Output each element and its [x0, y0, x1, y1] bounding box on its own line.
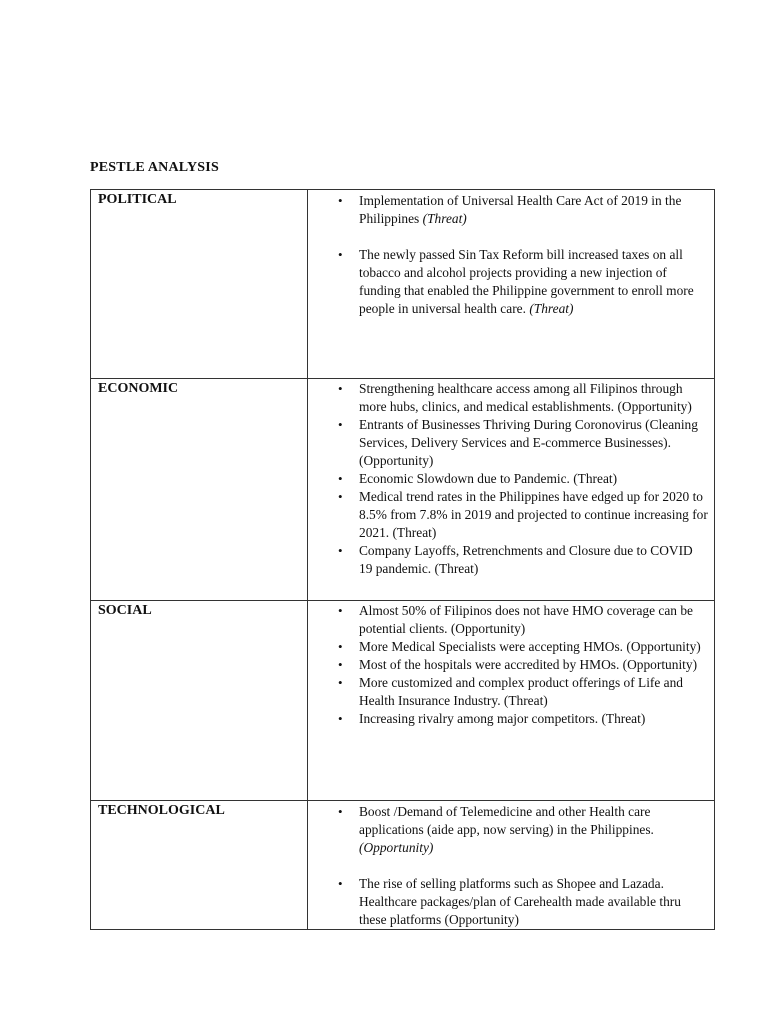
category-cell	[91, 190, 308, 379]
list-item	[334, 488, 708, 542]
pestle-row-political	[91, 190, 715, 379]
pestle-row-social	[91, 601, 715, 801]
item-text: More Medical Specialists were accepting HMOs. (Opportunity)	[359, 639, 701, 654]
item-note: (Threat)	[529, 301, 574, 316]
item-text: Economic Slowdown due to Pandemic. (Threat)	[359, 471, 618, 486]
item-note: (Threat)	[422, 211, 467, 226]
bullet-icon: •	[338, 804, 343, 819]
list-item	[334, 246, 708, 318]
category-label-political: POLITICAL	[98, 192, 177, 207]
bullet-icon: •	[338, 489, 343, 504]
bullet-icon: •	[338, 543, 343, 558]
item-text: Company Layoffs, Retrenchments and Closure due to COVID 19 pandemic. (Threat)	[359, 543, 693, 576]
list-item	[334, 674, 708, 710]
item-text: Increasing rivalry among major competitors. (Threat)	[359, 711, 646, 726]
category-label-social: SOCIAL	[98, 603, 152, 618]
item-text: Medical trend rates in the Philippines have edged up for 2020 to 8.5% from 7.8% in 2019 and projected to continue increasing for 2021. (Threat)	[359, 489, 708, 540]
bullet-icon: •	[338, 381, 343, 396]
bullet-icon: •	[338, 247, 343, 262]
page-title: PESTLE ANALYSIS	[90, 160, 219, 175]
bullet-icon: •	[338, 711, 343, 726]
item-text: The newly passed Sin Tax Reform bill increased taxes on all tobacco and alcohol projects providing a new injection of funding that enabled the Philippine government to enroll more people in universal health care.	[359, 247, 694, 316]
items-cell	[308, 190, 715, 379]
list-item	[334, 710, 708, 728]
list-item	[334, 470, 708, 488]
list-item	[334, 416, 708, 470]
list-item	[334, 803, 708, 857]
item-text: Entrants of Businesses Thriving During Coronovirus (Cleaning Services, Delivery Services and E-commerce Businesses). (Opportunity)	[359, 417, 698, 468]
list-item	[334, 192, 708, 228]
pestle-row-economic	[91, 379, 715, 601]
items-cell	[308, 801, 715, 930]
list-item	[334, 638, 708, 656]
bullet-icon: •	[338, 603, 343, 618]
item-text: Boost /Demand of Telemedicine and other Health care applications (aide app, now serving) in the Philippines.	[359, 804, 654, 837]
item-text: Implementation of Universal Health Care Act of 2019 in the Philippines	[359, 193, 682, 226]
list-item	[334, 656, 708, 674]
list-item	[334, 380, 708, 416]
bullet-icon: •	[338, 471, 343, 486]
bullet-icon: •	[338, 639, 343, 654]
bullet-icon: •	[338, 417, 343, 432]
item-text: Almost 50% of Filipinos does not have HMO coverage can be potential clients. (Opportunity)	[359, 603, 693, 636]
bullet-icon: •	[338, 876, 343, 891]
bullet-icon: •	[338, 675, 343, 690]
item-list	[308, 601, 714, 728]
pestle-row-technological	[91, 801, 715, 930]
category-cell	[91, 379, 308, 601]
category-label-technological: TECHNOLOGICAL	[98, 803, 225, 818]
list-item	[334, 542, 708, 578]
item-text: More customized and complex product offerings of Life and Health Insurance Industry. (Threat)	[359, 675, 684, 708]
item-text: The rise of selling platforms such as Shopee and Lazada. Healthcare packages/plan of Carehealth made available thru these platforms (Opportunity)	[359, 876, 681, 927]
items-cell	[308, 601, 715, 801]
category-cell	[91, 601, 308, 801]
item-text: Strengthening healthcare access among all Filipinos through more hubs, clinics, and medical establishments. (Opportunity)	[359, 381, 692, 414]
items-cell	[308, 379, 715, 601]
bullet-icon: •	[338, 657, 343, 672]
bullet-icon: •	[338, 193, 343, 208]
pestle-table	[90, 189, 715, 930]
list-item	[334, 602, 708, 638]
item-note: (Opportunity)	[359, 840, 434, 855]
item-text: Most of the hospitals were accredited by HMOs. (Opportunity)	[359, 657, 698, 672]
item-list	[308, 379, 714, 578]
category-cell	[91, 801, 308, 930]
category-label-economic: ECONOMIC	[98, 381, 179, 396]
list-item	[334, 875, 708, 929]
item-list	[308, 190, 714, 318]
item-list	[308, 801, 714, 929]
